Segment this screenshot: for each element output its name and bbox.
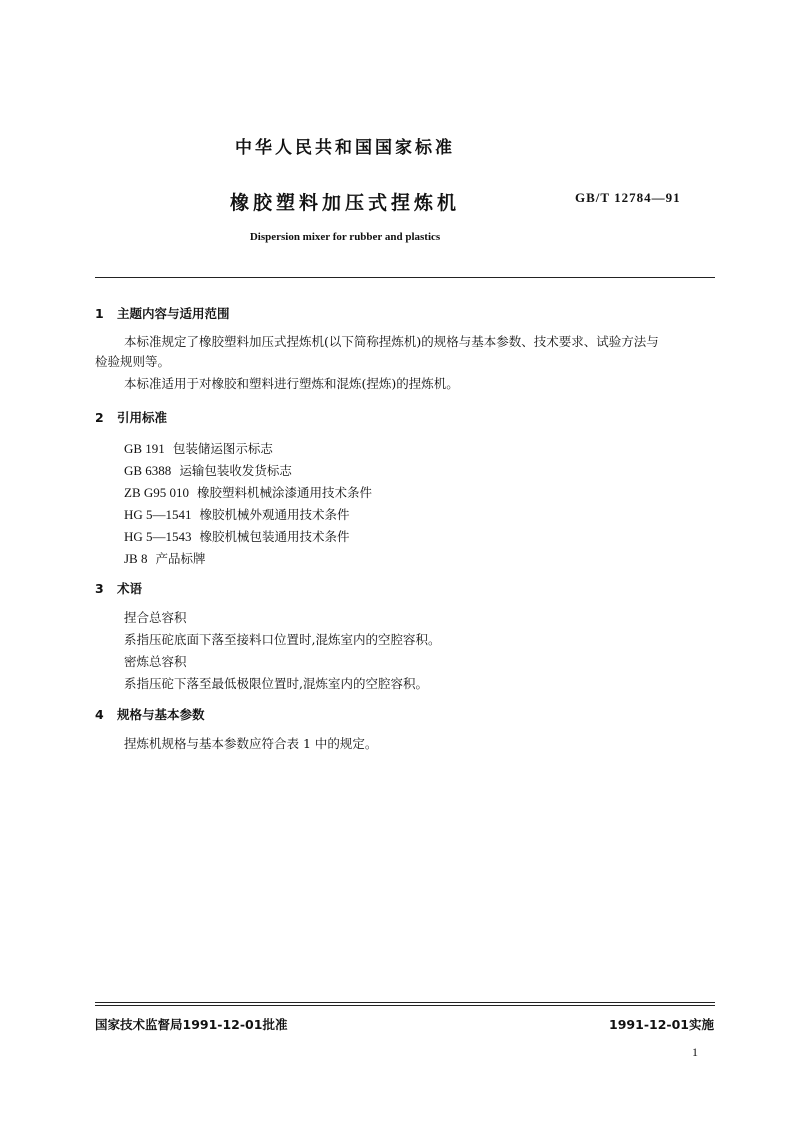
section-number: 4 — [95, 707, 104, 722]
section-1-paragraph-1-line-2: 检验规则等。 — [95, 354, 171, 369]
reference-item — [124, 439, 273, 457]
standard-english-title: Dispersion mixer for rubber and plastics — [249, 231, 441, 243]
term-name: 密炼总容积 — [124, 654, 187, 669]
reference-code: JB 8 — [124, 551, 148, 566]
section-3-heading — [95, 579, 142, 597]
reference-name: 运输包装收发货标志 — [179, 463, 292, 478]
reference-name: 产品标牌 — [155, 551, 206, 566]
section-number: 2 — [95, 410, 104, 425]
reference-code: GB 191 — [124, 441, 165, 456]
section-1-heading — [95, 304, 230, 322]
section-title: 主题内容与适用范围 — [117, 306, 230, 321]
term-definition: 系指压砣下落至最低极限位置时,混炼室内的空腔容积。 — [124, 676, 428, 691]
section-1-paragraph-2: 本标准适用于对橡胶和塑料进行塑炼和混炼(捏炼)的捏炼机。 — [124, 376, 459, 391]
section-1-paragraph-1-line-1: 本标准规定了橡胶塑料加压式捏炼机(以下简称捏炼机)的规格与基本参数、技术要求、试验方法与 — [124, 334, 659, 349]
reference-name: 包装储运图示标志 — [172, 441, 273, 456]
section-2-heading — [95, 408, 167, 426]
reference-item — [124, 461, 292, 479]
reference-item — [124, 527, 350, 545]
section-number: 1 — [95, 306, 104, 321]
approval-date: 国家技术监督局1991-12-01批准 — [95, 1017, 288, 1032]
term-name: 捏合总容积 — [124, 610, 187, 625]
reference-name: 橡胶机械外观通用技术条件 — [199, 507, 350, 522]
reference-item — [124, 505, 350, 523]
effective-date: 1991-12-01实施 — [609, 1017, 714, 1032]
header-rule — [95, 277, 715, 278]
page-number: 1 — [692, 1045, 698, 1059]
term-definition: 系指压砣底面下落至接料口位置时,混炼室内的空腔容积。 — [124, 632, 441, 647]
national-standard-label: 中华人民共和国国家标准 — [235, 138, 455, 158]
reference-name: 橡胶塑料机械涂漆通用技术条件 — [197, 485, 373, 500]
section-4-heading — [95, 705, 205, 723]
reference-code: HG 5—1541 — [124, 507, 192, 522]
footer-rule — [95, 1002, 715, 1006]
section-number: 3 — [95, 581, 104, 596]
section-title: 引用标准 — [117, 410, 168, 425]
reference-item — [124, 483, 372, 501]
reference-code: ZB G95 010 — [124, 485, 189, 500]
standard-number: GB/T 12784—91 — [575, 190, 681, 205]
reference-code: GB 6388 — [124, 463, 172, 478]
standard-title: 橡胶塑料加压式捏炼机 — [229, 192, 460, 214]
reference-code: HG 5—1543 — [124, 529, 192, 544]
section-4-paragraph: 捏炼机规格与基本参数应符合表 1 中的规定。 — [124, 736, 378, 751]
section-title: 规格与基本参数 — [117, 707, 205, 722]
section-title: 术语 — [117, 581, 143, 596]
reference-item — [124, 549, 206, 567]
reference-name: 橡胶机械包装通用技术条件 — [199, 529, 350, 544]
